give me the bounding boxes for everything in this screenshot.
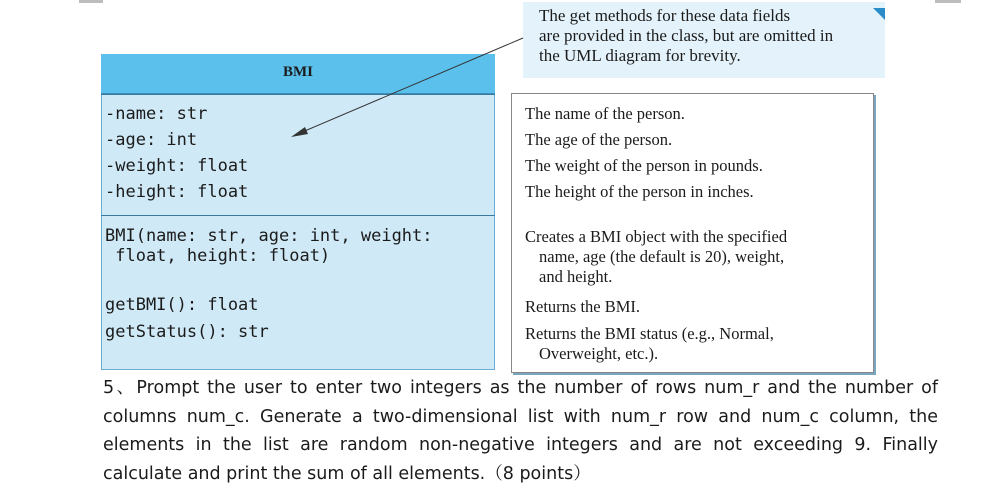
desc-getstatus-line2: Overweight, etc.). — [539, 344, 659, 363]
uml-constructor-line2: float, height: float) — [105, 246, 331, 266]
desc-weight: The weight of the person in pounds. — [525, 156, 763, 175]
uml-method-getbmi: getBMI(): float — [105, 295, 259, 315]
desc-constructor-line1: Creates a BMI object with the specified — [525, 227, 788, 246]
uml-method-getstatus: getStatus(): str — [105, 322, 269, 342]
desc-getbmi: Returns the BMI. — [525, 297, 641, 316]
note-line-2: are provided in the class, but are omitted in — [539, 26, 834, 45]
desc-getstatus-line1: Returns the BMI status (e.g., Normal, — [525, 324, 774, 343]
uml-field-age: -age: int — [105, 130, 198, 150]
desc-height: The height of the person in inches. — [525, 182, 754, 201]
uml-field-name: -name: str — [105, 104, 208, 124]
desc-age: The age of the person. — [525, 130, 673, 149]
desc-constructor-line3: and height. — [539, 267, 613, 286]
note-line-1: The get methods for these data fields — [539, 6, 791, 25]
uml-class-name: BMI — [283, 64, 313, 80]
uml-field-height: -height: float — [105, 182, 249, 202]
note-line-3: the UML diagram for brevity. — [539, 46, 741, 65]
question-text: 5、Prompt the user to enter two integers as the number of rows num_r and the number of columns num_c. Generate a two-dimensional list with num_r row and num_c column, the elements in the list are random non-negative integers and are not exceeding 9. Finally calculate and print the sum of all elements.（8 points） — [103, 378, 938, 484]
uml-constructor-line1: BMI(name: str, age: int, weight: — [105, 226, 433, 246]
uml-field-weight: -weight: float — [105, 156, 249, 176]
desc-constructor-line2: name, age (the default is 20), weight, — [539, 247, 785, 266]
desc-name: The name of the person. — [525, 104, 685, 123]
